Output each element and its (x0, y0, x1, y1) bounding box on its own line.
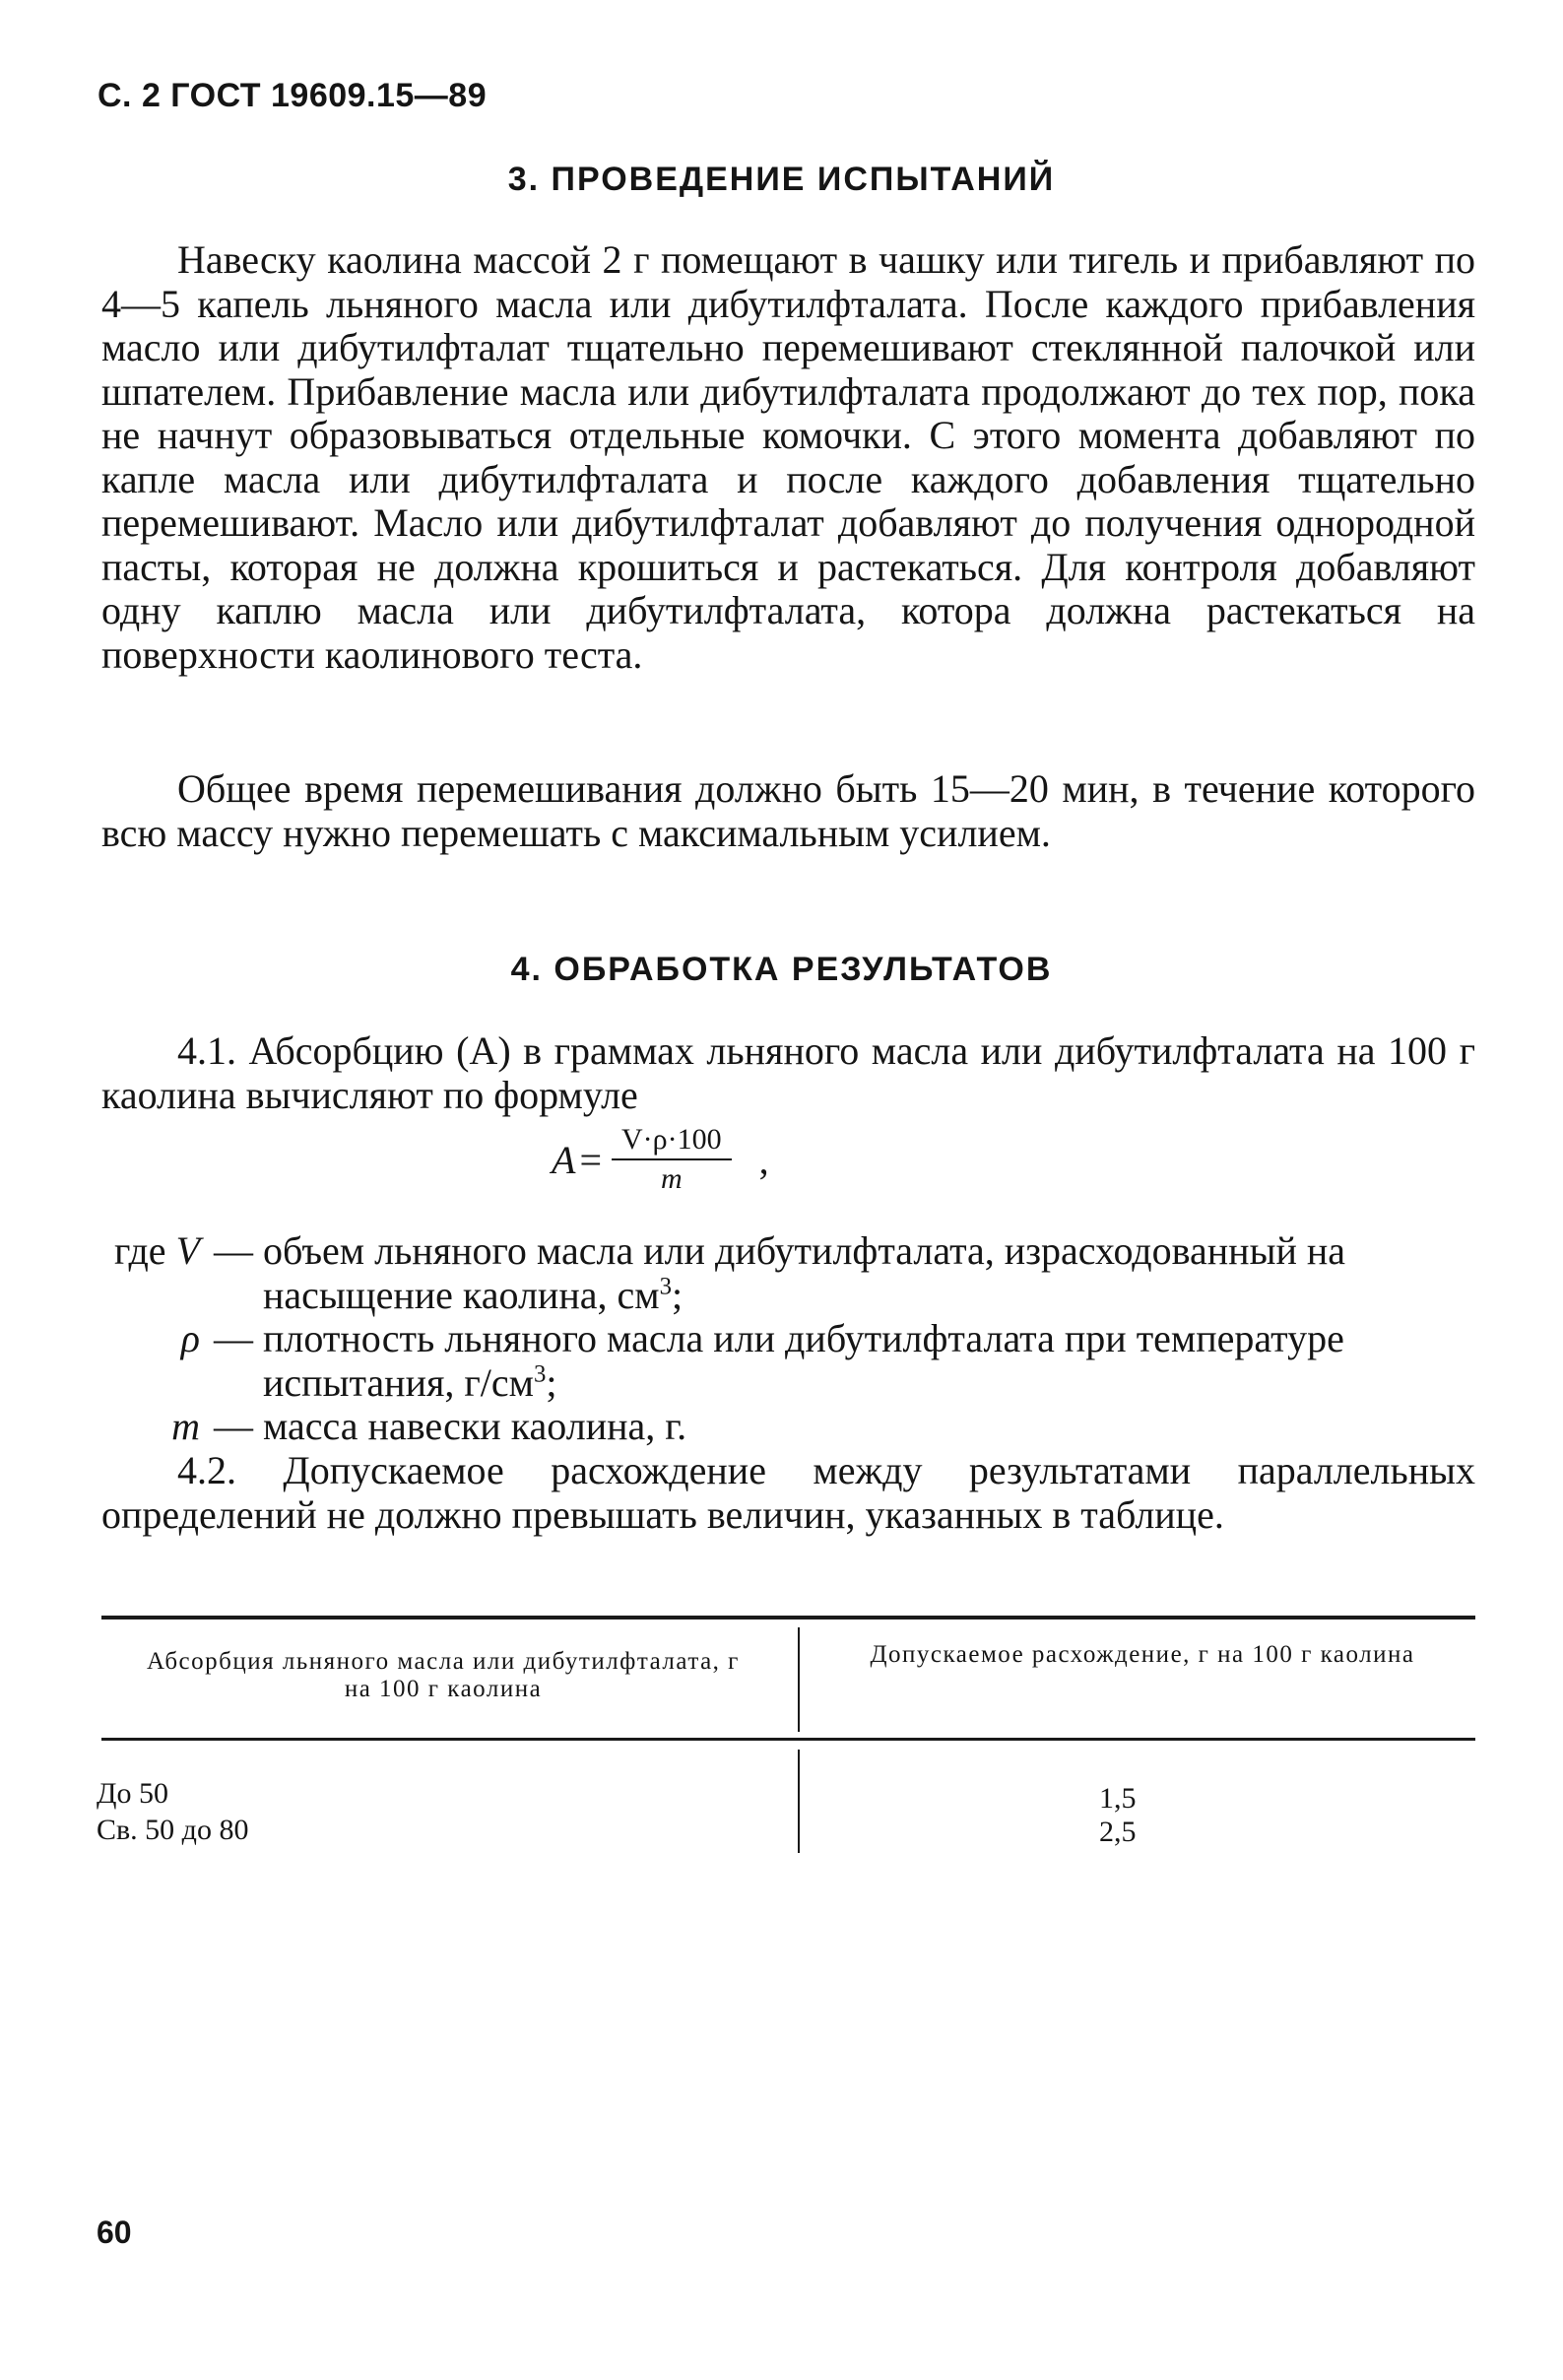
legend-item-v (101, 1229, 1475, 1317)
legend-end: ; (546, 1359, 557, 1405)
formula-equals: = (579, 1137, 602, 1182)
table-row-1-range: До 50 (97, 1777, 168, 1810)
section-3-paragraph-1: Навеску каолина массой 2 г помещают в чашку или тигель и прибавляют по 4—5 капель льняного масла или дибутилфталата. После каждого прибавления масло или дибутилфталат тщательно перемешивают стеклянной палочкой или шпателем. Прибавление масла или дибутилфталата продолжают до тех пор, пока не начнут образовываться отдельные комочки. С этого момента добавляют по капле масла или дибутилфталата и после каждого добавления тщательно перемешивают. Масло или дибутилфталат добавляют до получения однородной пасты, которая не должна крошиться и растекаться. Для контроля добавляют одну каплю масла или дибутилфталата, котора должна растекаться на поверхности каолинового теста. (101, 237, 1475, 677)
legend-dash: — (214, 1404, 253, 1448)
table-row-2-tolerance: 2,5 (1099, 1816, 1137, 1848)
table-header-divider (798, 1627, 800, 1732)
table-header-tolerance: Допускаемое расхождение, г на 100 г каолина (870, 1641, 1415, 1668)
table-top-rule (101, 1616, 1475, 1620)
legend-item-m (101, 1405, 1475, 1449)
legend-superscript: 3 (659, 1273, 672, 1300)
legend-dash: — (214, 1228, 253, 1273)
legend-symbol: V (175, 1228, 200, 1273)
legend-symbol: m (171, 1404, 200, 1448)
legend-superscript: 3 (533, 1360, 547, 1388)
formula-numerator: V·ρ·100 (612, 1123, 732, 1160)
legend-text: масса навески каолина, г. (263, 1404, 687, 1448)
formula-comma: , (758, 1137, 769, 1182)
section-3-paragraph-2: Общее время перемешивания должно быть 15—20 мин, в течение которого всю массу нужно перемешать с максимальным усилием. (101, 766, 1475, 855)
legend-text: плотность льняного масла или дибутилфталата при температуре испытания, г/см (263, 1316, 1344, 1405)
legend-text: объем льняного масла или дибутилфталата, израсходованный на насыщение каолина, см (263, 1228, 1346, 1317)
absorption-formula (552, 1123, 769, 1196)
legend-dash: — (214, 1316, 253, 1360)
legend-intro: где (114, 1228, 166, 1273)
formula-denominator: m (660, 1162, 683, 1195)
formula-legend (101, 1229, 1475, 1449)
table-row-2-range: Св. 50 до 80 (97, 1814, 249, 1846)
section-3-title: 3. ПРОВЕДЕНИЕ ИСПЫТАНИЙ (507, 161, 1056, 198)
formula-lhs: A (552, 1137, 576, 1182)
clause-4-1: 4.1. Абсорбцию (A) в граммах льняного масла или дибутилфталата на 100 г каолина вычисляют по формуле (101, 1028, 1475, 1117)
legend-symbol: ρ (180, 1316, 200, 1360)
legend-end: ; (671, 1272, 684, 1317)
clause-4-2: 4.2. Допускаемое расхождение между результатами параллельных определений не должно превышать величин, указанных в таблице. (101, 1448, 1475, 1537)
section-4-title: 4. ОБРАБОТКА РЕЗУЛЬТАТОВ (510, 951, 1053, 988)
table-header-rule (101, 1738, 1475, 1741)
table-row-1-tolerance: 1,5 (1099, 1782, 1137, 1815)
page-header: С. 2 ГОСТ 19609.15—89 (98, 77, 488, 114)
legend-item-rho (101, 1317, 1475, 1405)
table-body-divider (798, 1750, 800, 1853)
table-header-absorption: Абсорбция льняного масла или дибутилфталата, г на 100 г каолина (147, 1648, 740, 1702)
formula-fraction (612, 1123, 732, 1196)
page-number: 60 (97, 2215, 132, 2250)
